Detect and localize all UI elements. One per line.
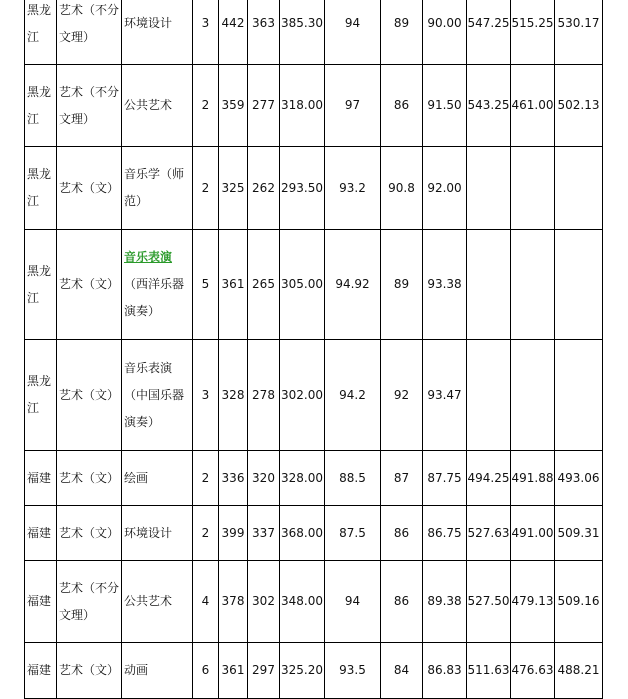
value-cell: 93.2: [325, 147, 381, 230]
table-body: [25, 0, 603, 699]
value-cell: 87: [381, 451, 423, 506]
value-cell: 479.13: [511, 561, 555, 643]
value-cell: 87.75: [423, 451, 467, 506]
table-row: [25, 147, 603, 230]
value-cell: 543.25: [467, 65, 511, 147]
value-cell: 502.13: [555, 65, 603, 147]
major-cell: 动画: [122, 643, 193, 699]
value-cell: 4: [193, 561, 219, 643]
value-cell: 320: [248, 451, 280, 506]
value-cell: 3: [193, 0, 219, 65]
value-cell: 2: [193, 147, 219, 230]
value-cell: 86: [381, 65, 423, 147]
value-cell: 86: [381, 561, 423, 643]
value-cell: 442: [219, 0, 248, 65]
table-row: [25, 0, 603, 65]
value-cell: 494.25: [467, 451, 511, 506]
value-cell: [555, 147, 603, 230]
major-cell: 环境设计: [122, 506, 193, 561]
province-cell: 黑龙江: [25, 147, 57, 230]
value-cell: 348.00: [280, 561, 325, 643]
value-cell: 278: [248, 340, 280, 451]
province-cell: 福建: [25, 561, 57, 643]
value-cell: [467, 340, 511, 451]
value-cell: 86: [381, 506, 423, 561]
value-cell: [467, 230, 511, 340]
value-cell: 92: [381, 340, 423, 451]
value-cell: [511, 230, 555, 340]
category-cell: 艺术（文）: [57, 451, 122, 506]
value-cell: 93.38: [423, 230, 467, 340]
value-cell: 336: [219, 451, 248, 506]
value-cell: 488.21: [555, 643, 603, 699]
province-cell: 福建: [25, 506, 57, 561]
value-cell: 293.50: [280, 147, 325, 230]
value-cell: 3: [193, 340, 219, 451]
value-cell: 325.20: [280, 643, 325, 699]
major-cell: 绘画: [122, 451, 193, 506]
major-cell: 音乐学（师范）: [122, 147, 193, 230]
province-cell: 福建: [25, 643, 57, 699]
value-cell: 94: [325, 561, 381, 643]
value-cell: 2: [193, 65, 219, 147]
value-cell: [555, 340, 603, 451]
province-cell: 黑龙江: [25, 340, 57, 451]
category-cell: 艺术（文）: [57, 147, 122, 230]
value-cell: 262: [248, 147, 280, 230]
value-cell: 547.25: [467, 0, 511, 65]
value-cell: 476.63: [511, 643, 555, 699]
value-cell: 94.2: [325, 340, 381, 451]
value-cell: 86.75: [423, 506, 467, 561]
value-cell: 337: [248, 506, 280, 561]
major-cell: [122, 230, 193, 340]
value-cell: 90.8: [381, 147, 423, 230]
value-cell: 89: [381, 0, 423, 65]
value-cell: 87.5: [325, 506, 381, 561]
table-row: [25, 230, 603, 340]
value-cell: 94: [325, 0, 381, 65]
province-cell: 福建: [25, 451, 57, 506]
province-cell: 黑龙江: [25, 65, 57, 147]
value-cell: 527.63: [467, 506, 511, 561]
value-cell: 399: [219, 506, 248, 561]
table-row: [25, 65, 603, 147]
value-cell: 361: [219, 643, 248, 699]
value-cell: 527.50: [467, 561, 511, 643]
value-cell: 2: [193, 506, 219, 561]
value-cell: 491.88: [511, 451, 555, 506]
category-cell: 艺术（文）: [57, 506, 122, 561]
value-cell: 92.00: [423, 147, 467, 230]
value-cell: 363: [248, 0, 280, 65]
value-cell: [511, 340, 555, 451]
value-cell: 318.00: [280, 65, 325, 147]
value-cell: 509.31: [555, 506, 603, 561]
value-cell: 265: [248, 230, 280, 340]
value-cell: 94.92: [325, 230, 381, 340]
value-cell: 84: [381, 643, 423, 699]
major-cell: 公共艺术: [122, 561, 193, 643]
value-cell: 93.5: [325, 643, 381, 699]
category-cell: 艺术（不分文理）: [57, 65, 122, 147]
major-link[interactable]: 音乐表演: [124, 250, 173, 264]
major-suffix: （西洋乐器演奏）: [124, 277, 185, 318]
value-cell: 302: [248, 561, 280, 643]
value-cell: 361: [219, 230, 248, 340]
value-cell: 93.47: [423, 340, 467, 451]
value-cell: 6: [193, 643, 219, 699]
value-cell: 88.5: [325, 451, 381, 506]
value-cell: 328.00: [280, 451, 325, 506]
value-cell: 493.06: [555, 451, 603, 506]
category-cell: 艺术（文）: [57, 230, 122, 340]
value-cell: 302.00: [280, 340, 325, 451]
value-cell: 530.17: [555, 0, 603, 65]
major-cell: 环境设计: [122, 0, 193, 65]
value-cell: 297: [248, 643, 280, 699]
value-cell: [511, 147, 555, 230]
major-cell: 音乐表演（中国乐器演奏）: [122, 340, 193, 451]
value-cell: 491.00: [511, 506, 555, 561]
value-cell: 91.50: [423, 65, 467, 147]
value-cell: 90.00: [423, 0, 467, 65]
value-cell: 359: [219, 65, 248, 147]
value-cell: 5: [193, 230, 219, 340]
value-cell: 509.16: [555, 561, 603, 643]
value-cell: 305.00: [280, 230, 325, 340]
table-row: [25, 506, 603, 561]
province-cell: 黑龙江: [25, 0, 57, 65]
value-cell: 385.30: [280, 0, 325, 65]
value-cell: 89: [381, 230, 423, 340]
value-cell: 97: [325, 65, 381, 147]
value-cell: 89.38: [423, 561, 467, 643]
category-cell: 艺术（文）: [57, 340, 122, 451]
table-row: [25, 340, 603, 451]
value-cell: 378: [219, 561, 248, 643]
value-cell: 277: [248, 65, 280, 147]
value-cell: 461.00: [511, 65, 555, 147]
value-cell: 2: [193, 451, 219, 506]
value-cell: 515.25: [511, 0, 555, 65]
table-row: [25, 451, 603, 506]
category-cell: 艺术（不分文理）: [57, 0, 122, 65]
value-cell: 325: [219, 147, 248, 230]
category-cell: 艺术（不分文理）: [57, 561, 122, 643]
value-cell: 511.63: [467, 643, 511, 699]
value-cell: [467, 147, 511, 230]
value-cell: 86.83: [423, 643, 467, 699]
table-row: [25, 643, 603, 699]
value-cell: 368.00: [280, 506, 325, 561]
category-cell: 艺术（文）: [57, 643, 122, 699]
major-cell: 公共艺术: [122, 65, 193, 147]
value-cell: [555, 230, 603, 340]
admission-score-table: [24, 0, 603, 699]
province-cell: 黑龙江: [25, 230, 57, 340]
table-row: [25, 561, 603, 643]
value-cell: 328: [219, 340, 248, 451]
